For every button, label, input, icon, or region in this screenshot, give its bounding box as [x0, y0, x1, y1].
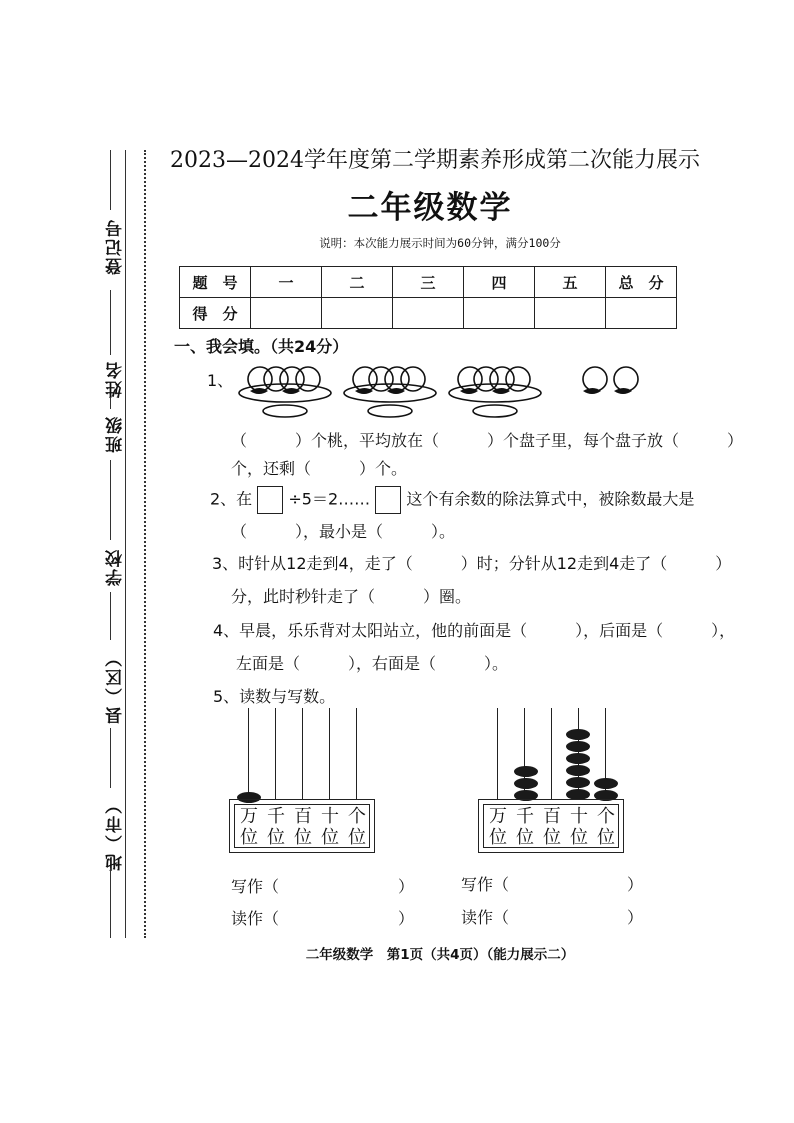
- score-table-score-row: [180, 298, 677, 329]
- city-blank: [110, 868, 111, 938]
- q3-line1: 3、时针从12走到4，走了（ ）时；分针从12走到4走了（ ）: [212, 554, 732, 573]
- table-cell: 得 分: [180, 298, 251, 329]
- write-answer-left[interactable]: [280, 874, 400, 894]
- place-label: 万: [489, 806, 507, 827]
- remainder-answer-box[interactable]: [375, 486, 401, 514]
- place-label: 位: [516, 827, 534, 848]
- abacus-bead: [566, 729, 590, 740]
- table-cell: 三: [393, 267, 464, 298]
- side-county-label: 县（区）: [106, 648, 126, 724]
- write-answer-right[interactable]: [510, 872, 630, 892]
- score-entry-cell[interactable]: [535, 298, 606, 329]
- abacus-bead: [566, 777, 590, 788]
- place-label: 位: [570, 827, 588, 848]
- county-blank: [110, 728, 111, 788]
- place-label: 百: [294, 806, 312, 827]
- q1-line1: （ ）个桃，平均放在（ ）个盘子里，每个盘子放（ ）: [231, 431, 744, 450]
- write-close-left: ）: [398, 877, 415, 896]
- peaches-on-plates-illustration: [230, 355, 670, 425]
- read-close-left: ）: [398, 909, 415, 928]
- exam-note: 说明：本次能力展示时间为60分钟，满分100分: [319, 236, 561, 250]
- q2-line2: （ ），最小是（ ）。: [231, 522, 456, 541]
- score-entry-cell[interactable]: [464, 298, 535, 329]
- abacus-bead: [566, 753, 590, 764]
- abacus-bead: [566, 741, 590, 752]
- q2-division: ÷5＝2……: [288, 489, 371, 509]
- q3-line2: 分，此时秒针走了（ ）圈。: [231, 587, 472, 606]
- class-blank: [110, 460, 111, 540]
- score-entry-cell[interactable]: [606, 298, 677, 329]
- abacus-rod: [551, 708, 552, 800]
- abacus-frame: [229, 799, 375, 853]
- abacus-bead: [514, 766, 538, 777]
- read-label-left: 读作（: [231, 909, 280, 928]
- place-label: 位: [543, 827, 561, 848]
- write-label-right: 写作（: [461, 875, 510, 894]
- gap-line: [110, 397, 111, 409]
- score-table: [179, 266, 677, 329]
- page-footer: 二年级数学 第1页（共4页）（能力展示二）: [305, 947, 575, 963]
- place-label: 千: [267, 806, 285, 827]
- read-answer-left[interactable]: [280, 906, 400, 926]
- section-1-title: 一、我会填。（共24分）: [174, 337, 349, 356]
- place-label: 百: [543, 806, 561, 827]
- q5-title: 5、读数与写数。: [213, 687, 336, 706]
- place-label: 万: [240, 806, 258, 827]
- name-blank: [110, 290, 111, 355]
- side-school-label: 学校: [106, 548, 126, 586]
- place-label: 十: [321, 806, 339, 827]
- subject-title: 二年级数学: [347, 190, 513, 226]
- exam-title: 2023—2024学年度第二学期素养形成第二次能力展示: [170, 148, 700, 173]
- table-cell: 总 分: [606, 267, 677, 298]
- side-city-label: 地（市）: [106, 795, 126, 871]
- abacus-rod: [329, 708, 330, 800]
- place-label: 位: [321, 827, 339, 848]
- q1-number: 1、: [207, 371, 234, 390]
- place-label: 位: [597, 827, 615, 848]
- write-close-right: ）: [627, 875, 644, 894]
- abacus-rod: [356, 708, 357, 800]
- place-label: 十: [570, 806, 588, 827]
- place-label: 个: [597, 806, 615, 827]
- read-answer-right[interactable]: [510, 905, 630, 925]
- write-label-left: 写作（: [231, 877, 280, 896]
- table-cell: 一: [251, 267, 322, 298]
- read-label-right: 读作（: [461, 908, 510, 927]
- abacus-frame: [478, 799, 624, 853]
- place-label: 位: [348, 827, 366, 848]
- score-entry-cell[interactable]: [393, 298, 464, 329]
- q4-line2: 左面是（ ），右面是（ ）。: [236, 654, 509, 673]
- side-register-label: 登记号: [106, 218, 126, 275]
- school-blank: [110, 592, 111, 640]
- place-label: 个: [348, 806, 366, 827]
- abacus-rod: [497, 708, 498, 800]
- place-label: 位: [267, 827, 285, 848]
- dividend-answer-box[interactable]: [257, 486, 283, 514]
- place-label: 位: [489, 827, 507, 848]
- table-cell: 四: [464, 267, 535, 298]
- table-cell: 题 号: [180, 267, 251, 298]
- abacus-bead: [514, 778, 538, 789]
- score-entry-cell[interactable]: [251, 298, 322, 329]
- q4-line1: 4、早晨，乐乐背对太阳站立，他的前面是（ ），后面是（ ），: [213, 621, 736, 640]
- abacus-rod: [302, 708, 303, 800]
- read-close-right: ）: [627, 908, 644, 927]
- abacus-bead: [594, 778, 618, 789]
- table-cell: 二: [322, 267, 393, 298]
- q2-line1: [210, 486, 694, 514]
- q1-line2: 个，还剩（ ）个。: [231, 459, 408, 478]
- q2-prefix: 2、在: [210, 489, 253, 509]
- place-label: 位: [294, 827, 312, 848]
- side-name-label: 姓名: [106, 360, 126, 398]
- place-label: 位: [240, 827, 258, 848]
- abacus-rod: [275, 708, 276, 800]
- binding-dotted-line: [144, 150, 146, 938]
- score-table-header-row: [180, 267, 677, 298]
- table-cell: 五: [535, 267, 606, 298]
- abacus-bead: [566, 765, 590, 776]
- q2-tail: 这个有余数的除法算式中，被除数最大是: [406, 489, 695, 509]
- place-label: 千: [516, 806, 534, 827]
- score-entry-cell[interactable]: [322, 298, 393, 329]
- side-class-label: 班级: [106, 415, 126, 453]
- abacus-rod: [248, 708, 249, 800]
- register-blank: [110, 150, 111, 210]
